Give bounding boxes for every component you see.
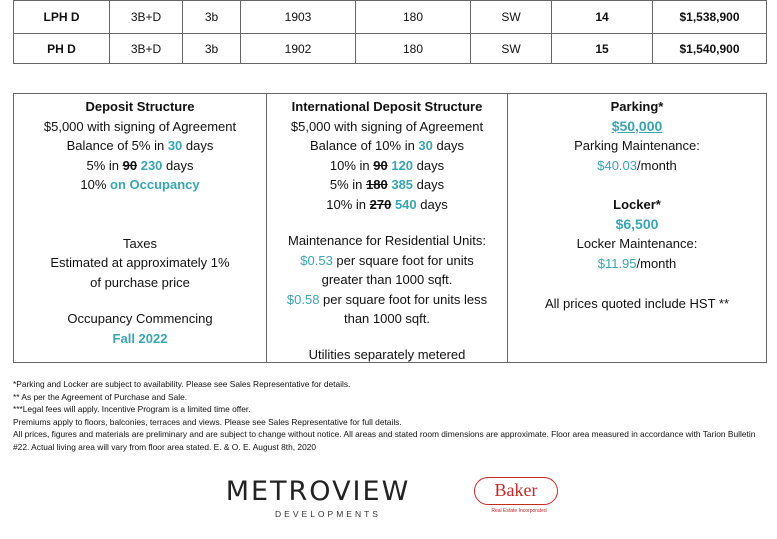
intl-line-2: Balance of 10% in 30 days xyxy=(310,138,464,153)
locker-heading: Locker* xyxy=(613,197,661,212)
unit-floor: 14 xyxy=(552,1,653,34)
hst-note: All prices quoted include HST ** xyxy=(544,296,730,311)
occupancy-title: Occupancy Commencing xyxy=(67,311,213,326)
parking-maintenance-label: Parking Maintenance: xyxy=(574,138,700,153)
unit-baths: 3b xyxy=(183,34,241,64)
units-price-table xyxy=(13,0,767,64)
maintenance-rate-1: $0.53 per square foot for units xyxy=(300,252,474,268)
parking-maintenance-value: $40.03/month xyxy=(597,157,677,173)
maintenance-title: Maintenance for Residential Units: xyxy=(288,233,486,248)
metroview-logo xyxy=(212,476,424,524)
footnotes xyxy=(13,378,767,453)
deposit-line-1: $5,000 with signing of Agreement xyxy=(43,118,237,134)
unit-baths: 3b xyxy=(183,1,241,34)
baker-logo xyxy=(474,477,564,519)
deposit-line-4: 10% on Occupancy xyxy=(80,177,200,192)
maintenance-rate-2-cont: than 1000 sqft. xyxy=(343,311,430,326)
unit-type: 3B+D xyxy=(110,34,183,64)
intl-line-1: $5,000 with signing of Agreement xyxy=(290,118,484,134)
intl-line-4: 5% in 180 385 days xyxy=(329,177,445,192)
taxes-line-2: of purchase price xyxy=(90,274,190,290)
taxes-line-1: Estimated at approximately 1% xyxy=(50,255,230,270)
unit-exposure: SW xyxy=(471,1,552,34)
baker-wordmark: Baker xyxy=(474,477,558,505)
metroview-wordmark: METROVIEW xyxy=(225,476,411,507)
deposit-line-2: Balance of 5% in 30 days xyxy=(66,138,214,153)
international-deposit-column xyxy=(266,94,507,362)
footnote: ***Legal fees will apply. Incentive Program is a limited time offer. xyxy=(13,404,251,414)
maintenance-rate-1-cont: greater than 1000 sqft. xyxy=(321,272,453,287)
deposit-heading: Deposit Structure xyxy=(85,99,195,114)
table-row xyxy=(14,1,767,34)
unit-name: LPH D xyxy=(14,1,110,34)
parking-price: $50,000 xyxy=(611,117,663,134)
intl-line-3: 10% in 90 120 days xyxy=(329,157,445,173)
unit-name: PH D xyxy=(14,34,110,64)
utilities-note: Utilities separately metered xyxy=(308,346,466,362)
locker-price: $6,500 xyxy=(615,215,659,232)
unit-type: 3B+D xyxy=(110,1,183,34)
parking-locker-column xyxy=(507,94,766,362)
table-row xyxy=(14,34,767,64)
unit-outdoor: 180 xyxy=(356,1,471,34)
footnote: *Parking and Locker are subject to availability. Please see Sales Representative for details. xyxy=(13,379,351,389)
unit-sqft: 1903 xyxy=(241,1,356,34)
occupancy-date: Fall 2022 xyxy=(112,330,168,346)
deposit-structure-column xyxy=(14,94,266,362)
locker-maintenance-label: Locker Maintenance: xyxy=(576,236,698,251)
footnote: All prices, figures and materials are preliminary and are subject to change without notice. All areas and stated room dimensions are approximate. Floor area measured in accordance with Tarion Bulletin #22. Actual living area will vary from floor area stated. E. & O. E. August 8th, 2020 xyxy=(13,429,756,452)
taxes-title: Taxes xyxy=(123,235,157,251)
intl-heading: International Deposit Structure xyxy=(291,99,483,114)
intl-line-5: 10% in 270 540 days xyxy=(326,196,448,212)
maintenance-rate-2: $0.58 per square foot for units less xyxy=(286,291,488,307)
baker-subtitle: Real Estate Incorporated xyxy=(491,508,547,514)
unit-price: $1,538,900 xyxy=(653,1,767,34)
footnote: ** As per the Agreement of Purchase and Sale. xyxy=(13,391,188,402)
parking-heading: Parking* xyxy=(610,99,664,114)
deposit-line-3: 5% in 90 230 days xyxy=(86,157,194,173)
unit-sqft: 1902 xyxy=(241,34,356,64)
unit-price: $1,540,900 xyxy=(653,34,767,64)
footnote: Premiums apply to floors, balconies, terraces and views. Please see Sales Representative for full details. xyxy=(13,416,402,427)
unit-outdoor: 180 xyxy=(356,34,471,64)
unit-floor: 15 xyxy=(552,34,653,64)
unit-exposure: SW xyxy=(471,34,552,64)
locker-maintenance-value: $11.95/month xyxy=(597,255,677,271)
metroview-subtitle: DEVELOPMENTS xyxy=(275,509,381,519)
info-box xyxy=(13,93,767,363)
